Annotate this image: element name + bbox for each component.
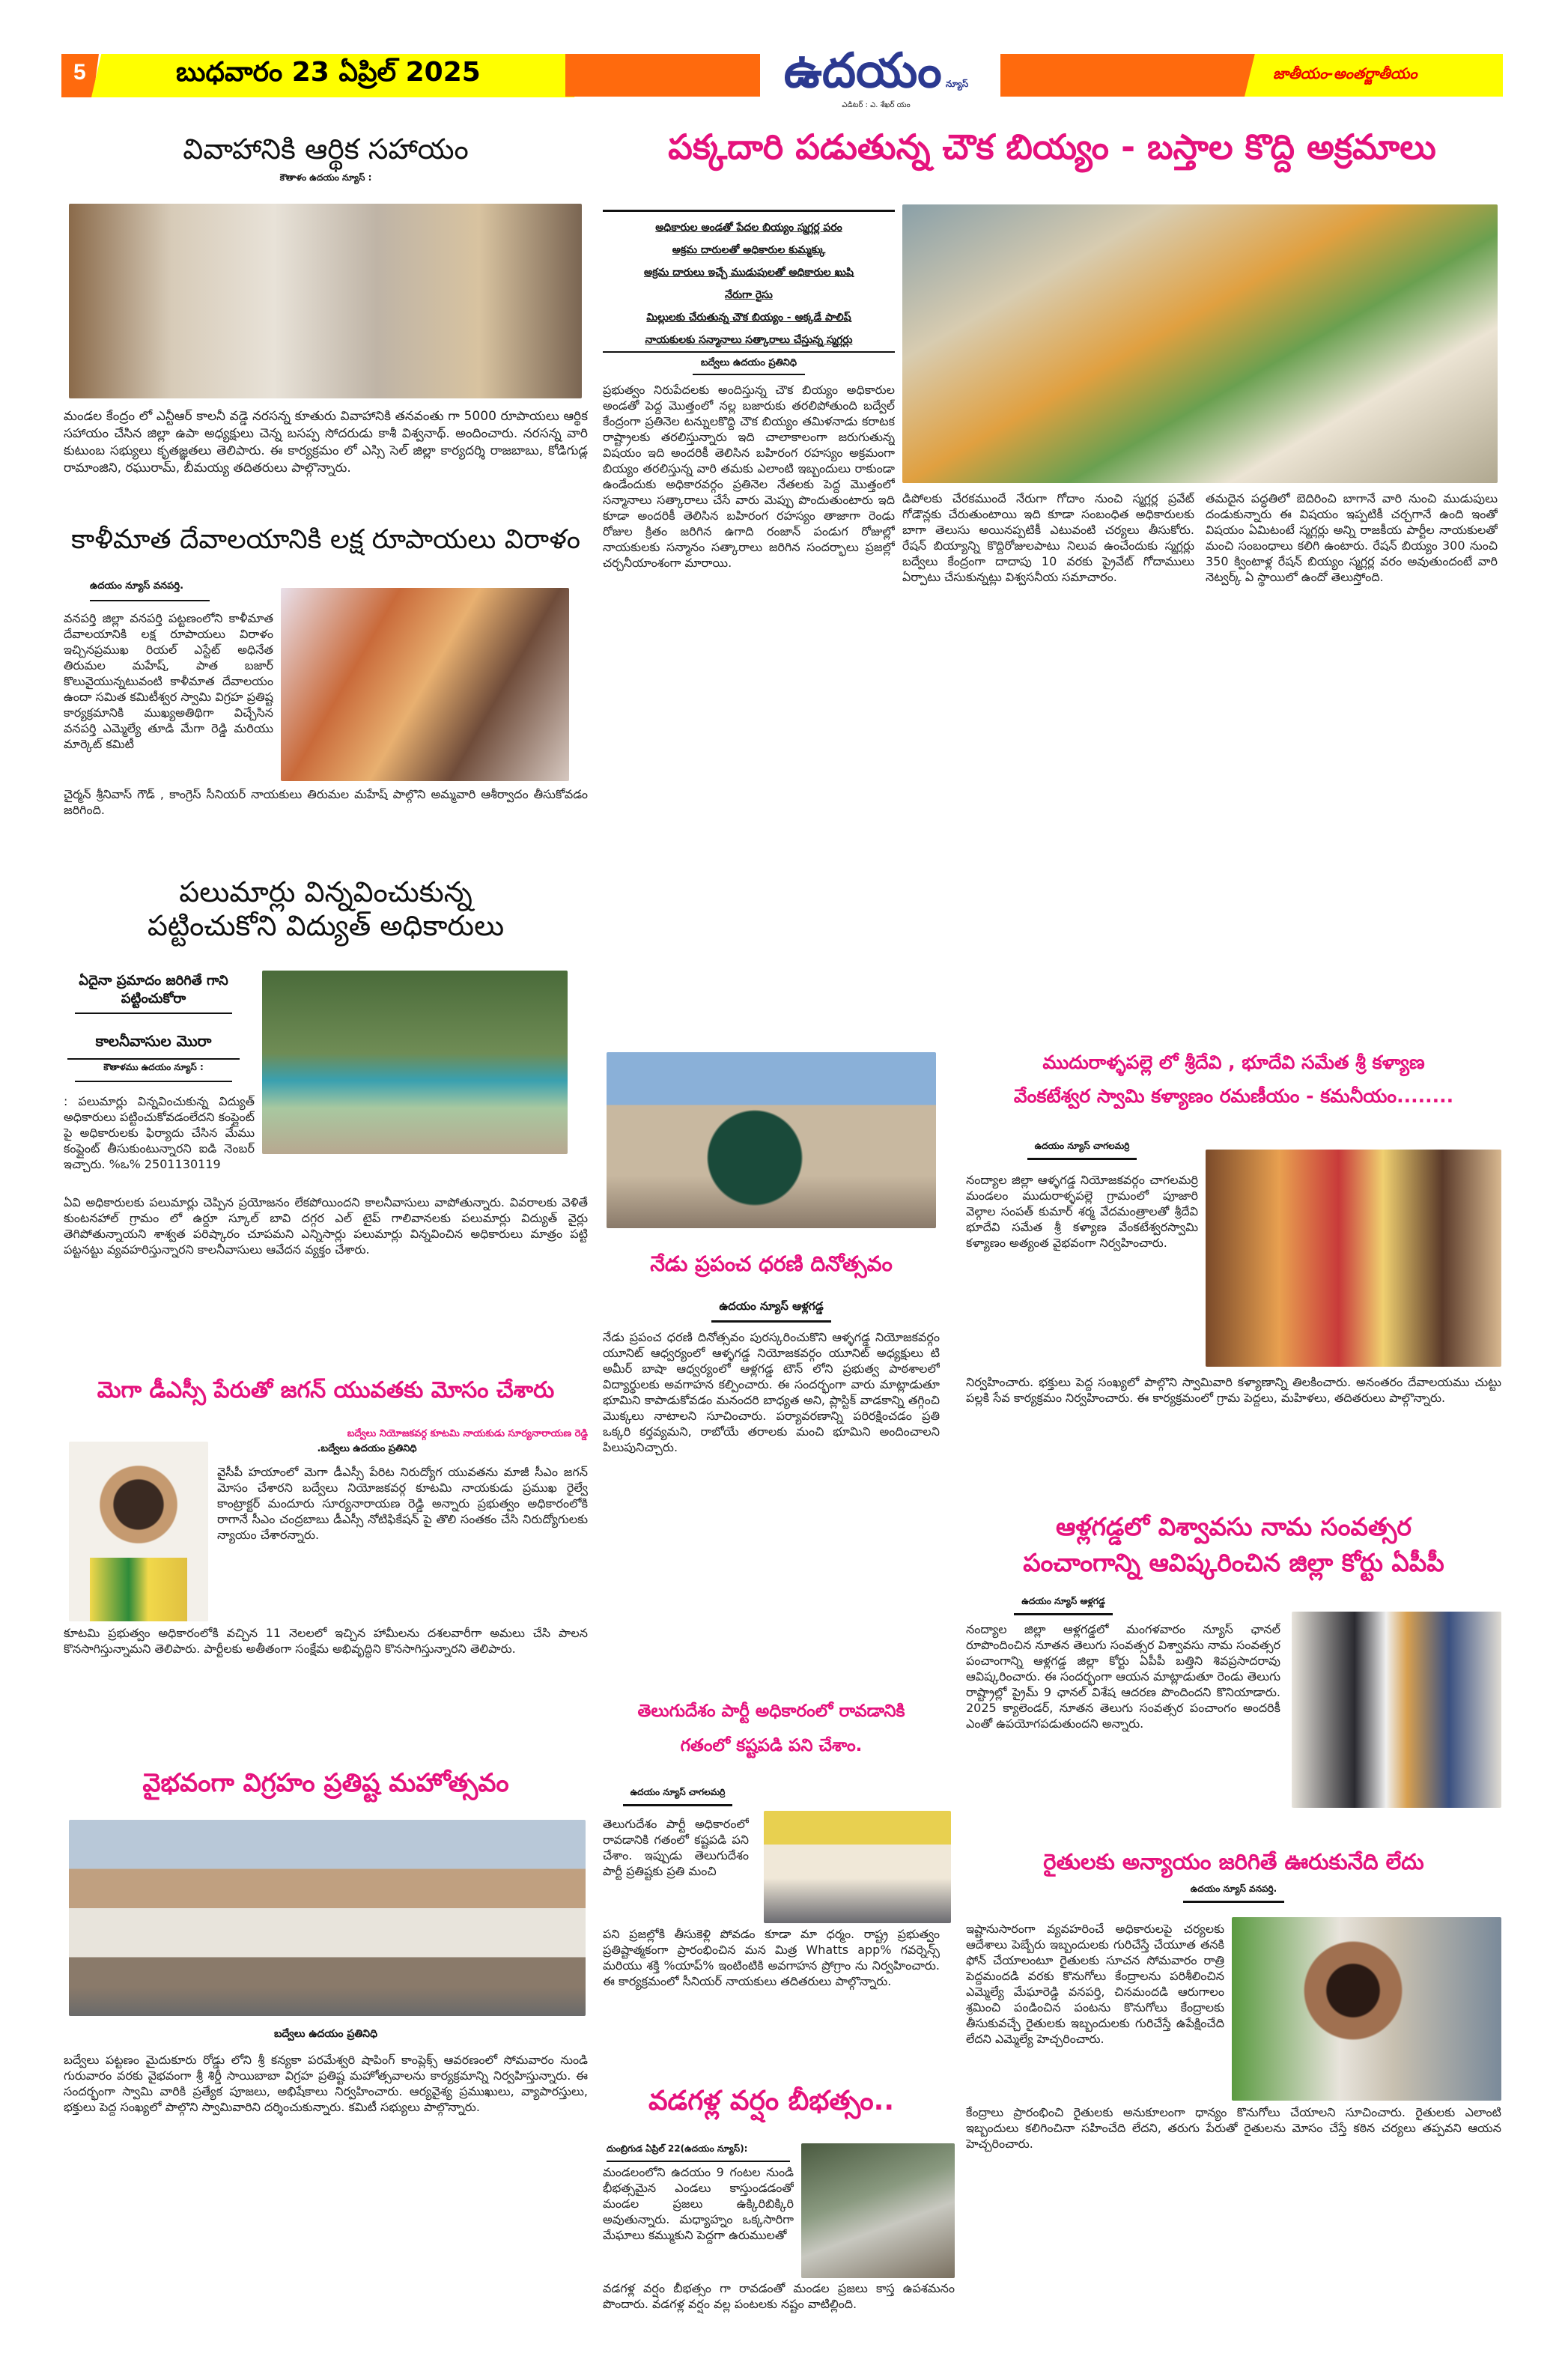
rice-byline: బద్వేలు ఉదయం ప్రతినిధి bbox=[693, 353, 805, 375]
body-vigraham: బద్వేలు పట్టణం మైదుకూరు రోడ్డు లోని శ్రీ కన్యకా పరమేశ్వరి షాపింగ్ కాంప్లెక్స్ ఆవరణంలో సోమవారం నుండి గురువారం వరకు వైభవంగా శ్రీ శిర్డీ సాయిబాబా విగ్రహ ప్రతిష్ట మహోత్సవాలను కార్యక్రమాన్ని నిర్వహిస్తున్నారు. ఈ సందర్భంగా స్వామి వారికి ప్రత్యేక పూజలు, అభిషేకాలు నిర్వహించారు. ఆర్యవైశ్య ప్రముఖులు, వ్యాపారస్తులు, భక్తులు పెద్ద సంఖ్యలో పాల్గొని స్వామివారిని దర్శించుకున్నారు. కమిటీ సభ్యులు పాల్గొన్నారు. bbox=[64, 2053, 588, 2114]
body-tdp-bottom: పని ప్రజల్లోకి తీసుకెళ్లి పోవడం కూడా మా ధర్మం. రాష్ట్ర ప్రభుత్వం ప్రతిష్టాత్మకంగా ప్రారంభించిన మన మిత్ర Whatts app% గవర్నెన్స్ మరియు శక్తి %యాప్% ఇంటింటికి అవగాహన ప్రోగ్రాం ను నిర్వహించారు. ఈ కార్యక్రమంలో సీనియర్ నాయకులు తదితరులు పాల్గొన్నారు. bbox=[603, 1927, 940, 1988]
body-rice-col1: ప్రభుత్వం నిరుపేదలకు అందిస్తున్న చౌక బియ్యం అధికారుల అండతో పెద్ద మొత్తంలో నల్ల బజారుకు తరలిపోతుంది బద్వేల్ కేంద్రంగా ప్రతినెల టన్నులకొద్ది చౌక బియ్యం తమిళనాడు కరాటక రాష్ట్రాలకు తరలిస్తున్నారు ఇది చాలాకాలంగా జరుగుతున్న విషయం ఇది అందరికీ తెలిసిన బహిరంగ రహస్యం అక్రమంగా బియ్యం తరలిస్తున్న వారి తమకు ఎలాంటి ఇబ్బందులు రాకుండా ఉండేందుకు అధికారవర్గం ప్రతినెల నేతలకు పెద్ద మొత్తంలో సన్మానాలు సత్కారాలు చేసే వారు మెప్పు పొందుతుంటారు ఇది కూడా అందరికీ తెలిసిన బహిరంగ రహస్యం తాజాగా రెండు రోజుల క్రితం జరిగిన ఉగాది రంజాన్ పండుగ రోజుల్లో నాయకులకు సన్మానం సత్కారాలు జరిగిన సందర్భాలు ప్రజల్లో చర్చనీయాంశంగా మారాయి. bbox=[603, 383, 895, 570]
photo-electricity-colony bbox=[262, 971, 568, 1154]
body-hailstorm-bottom: వడగళ్ల వర్షం బీభత్సం గా రావడంతో మండల ప్రజలు కాస్త ఉపశమనం పొందారు. వడగళ్ల వర్షం వల్ల పంటలకు నష్టం వాటిల్లింది. bbox=[603, 2281, 955, 2311]
rice-subhead: నాయకులకు సన్మానాలు సత్కారాలు చేస్తున్న స్మగ్లర్లు bbox=[603, 329, 895, 353]
section-label: జాతీయం-అంతర్జాతీయం bbox=[1273, 64, 1417, 82]
rice-subhead: నేరుగా రైసు bbox=[725, 289, 773, 301]
rice-subhead: అక్రమ దారులు ఇచ్చే ముడుపులతో అధికారుల ఖుషి bbox=[644, 267, 854, 279]
headline-marriage: వివాహానికి ఆర్థిక సహాయం bbox=[183, 133, 469, 166]
body-rice-col2: డిపోలకు చేరకముందే నేరుగా గోదాం నుంచి స్మగ్లర్ల ప్రవేట్ గోడౌన్లకు చేరుతుంటాయి ఇది కూడా సంబంధిత అధికారులకు బాగా తెలుసు అయినప్పటికీ ఎటువంటి చర్యలు తీసుకోరు. రేషన్ బియ్యాన్ని కొద్దిరోజులపాటు నిలువ ఉంచేందుకు స్మగ్లర్లు బద్వేలు కేంద్రంగా దాదాపు 10 వరకు ప్రైవేట్ గోదాములు ఏర్పాటు చేసుకున్నట్లు విశ్వసనీయ సమాచారం. bbox=[902, 491, 1194, 584]
header-orange-right bbox=[1000, 54, 1270, 97]
body-farmers-bottom: కేంద్రాలు ప్రారంభించి రైతులకు అనుకూలంగా ధాన్యం కొనుగోలు చేయాలని సూచించారు. రైతులకు ఎలాంటి ఇబ్బందులు కలిగించినా సహించేది లేదని, తరుగు పేరుతో రైతులను మోసం చేస్తే కఠిన చర్యలు తప్పవని ఆయన హెచ్చరించారు. bbox=[966, 2105, 1501, 2151]
byline-vigraham: బద్వేలు ఉదయం ప్రతినిధి bbox=[274, 2028, 377, 2040]
body-electricity-bottom: ఏవి అధికారులకు పలుమార్లు చెప్పిన ప్రయోజనం లేకపోయిందని కాలనీవాసులు వాపోతున్నారు. వివరాలకు వెళితే కుంటనహాల్ గ్రామం లో ఉర్దూ స్కూల్ బావి దగ్గర ఎల్ టైప్ గాలివానలకు పలుమార్లు విద్యుత్ వైర్లు తెగిపోతున్నాయని శాశ్వత పరిష్కారం చూపమని ఎన్నిసార్లు పలుమార్లు విన్నవించిన అధికారులు మాత్రం పట్టి పట్టనట్టు వ్యవహరిస్తున్నారని కాలనీవాసులు ఆవేదన వ్యక్తం చేశారు. bbox=[64, 1195, 588, 1257]
byline-earthday bbox=[603, 1299, 940, 1323]
logo-text: ఉదయం bbox=[783, 43, 942, 99]
body-kalimata-left: వనపర్తి జిల్లా వనపర్తి పట్టణంలోని కాళీమాత దేవాలయానికి లక్ష రూపాయలు విరాళం ఇచ్చినప్రముఖ రియల్ ఎస్టేట్ అధినేత తిరుమల మహేష్, పాత బజార్ కొలువైయున్నటువంటి కాళీమాత దేవాలయం ఉందా సమిత కమిటీశ్వర స్వామి విగ్రహ ప్రతిష్ట కార్యక్రమానికి ముఖ్యఅతిథిగా విచ్చేసిన వనపర్తి ఎమ్మెల్యే తూడి మేగా రెడ్డి మరియు మార్కెట్ కమిటీ bbox=[64, 611, 273, 751]
photo-megadsc-scarf bbox=[90, 1558, 187, 1621]
headline-electricity-1: పలుమార్లు విన్నవించుకున్న bbox=[179, 875, 472, 908]
masthead-logo bbox=[771, 42, 981, 117]
photo-earthday-students bbox=[607, 1052, 936, 1228]
photo-kalyanam-deities bbox=[1206, 1150, 1501, 1367]
headline-kalyanam-2: వేంకటేశ్వర స్వామి కళ్యాణం రమణీయం - కమనీయం........ bbox=[1013, 1085, 1454, 1107]
byline-farmers-text: ఉదయం న్యూస్ వనపర్తి. bbox=[1183, 1883, 1284, 1903]
photo-marriage-group bbox=[69, 204, 582, 398]
subhead-electricity-1: ఏదైనా ప్రమాదం జరిగితే గాని పట్టించుకోరా bbox=[75, 972, 232, 1014]
rice-subhead: మిల్లులకు చేరుతున్న చౌక బియ్యం - అక్కడే పాలిష్ bbox=[646, 312, 851, 324]
headline-farmers: రైతులకు అన్యాయం జరిగితే ఊరుకునేది లేదు bbox=[1043, 1849, 1424, 1874]
body-hailstorm-left: మండలంలోని ఉదయం 9 గంటల నుండి భీభత్సమైన ఎండలు కాస్తుండడంతో మండల ప్రజలు ఉక్కిరిబిక్కిరి అవుతున్నారు. మధ్యాహ్నం ఒక్కసారిగా మేఘాలు కమ్ముకుని పెద్దగా ఉరుములతో bbox=[603, 2165, 794, 2242]
rice-subhead: అక్రమ దారులతో అధికారుల కుమ్మక్కు bbox=[672, 244, 826, 256]
byline-tdp-text: ఉదయం న్యూస్ చాగలమర్రి bbox=[623, 1787, 733, 1806]
subhead-megadsc: బద్వేలు నియోజకవర్గ కూటమి నాయకుడు సూర్యనారాయణ రెడ్డి bbox=[347, 1428, 588, 1439]
headline-panchangam-2: పంచాంగాన్ని ఆవిష్కరించిన జిల్లా కోర్టు ఏపీపీ bbox=[1023, 1548, 1444, 1577]
headline-panchangam-1: ఆళ్లగడ్డలో విశ్వావసు నామ సంవత్సర bbox=[1056, 1512, 1411, 1541]
body-kalyanam-bottom: నిర్వహించారు. భక్తులు పెద్ద సంఖ్యలో పాల్గొని స్వామివారి కళ్యాణాన్ని తిలకించారు. అనంతరం దేవాలయము చుట్టు పల్లకి సేవ కార్యక్రమం నిర్వహించారు. ఈ కార్యక్రమంలో గ్రామ పెద్దలు, మహిళలు, తదితరులు పాల్గొన్నారు. bbox=[966, 1375, 1501, 1405]
headline-hailstorm: వడగళ్ల వర్షం బీభత్సం.. bbox=[648, 2086, 895, 2116]
photo-panchangam-release bbox=[1292, 1612, 1501, 1808]
body-rice-col3: తమదైన పద్ధతిలో బెదిరించి బాగానే వారి నుంచి ముడుపులు దండుకున్నారు ఈ విషయం ఇప్పటికీ చర్చగానే ఉంది ఇంతో విషయం ఏమిటంటే స్మగ్లర్లు అన్ని రాజకీయ పార్టీల నాయకులతో మంచి సంబంధాలు కలిగి ఉంటారు. రేషన్ బియ్యం 300 నుంచి 350 క్వింటాళ్ల రేషన్ బియ్యం స్మగ్లర్ల వరం అవుతుందంటే వారి నెట్వర్క్ ఏ స్థాయిలో ఉందో తెలుస్తోంది. bbox=[1206, 491, 1498, 584]
headline-tdp-2: గతంలో కష్టపడి పని చేశాం. bbox=[680, 1736, 863, 1755]
byline-kalyanam bbox=[966, 1138, 1198, 1160]
headline-megadsc: మెగా డీఎస్సీ పేరుతో జగన్ యువతకు మోసం చేశారు bbox=[97, 1377, 555, 1403]
headline-earthday: నేడు ప్రపంచ ధరణి దినోత్సవం bbox=[650, 1251, 893, 1276]
byline-kalimata bbox=[90, 580, 210, 601]
headline-rice: పక్కదారి పడుతున్న చౌక బియ్యం - బస్తాల కొద్ది అక్రమాలు bbox=[668, 127, 1436, 167]
headline-kalimata: కాళీమాత దేవాలయానికి లక్ష రూపాయలు విరాళం bbox=[71, 524, 580, 555]
byline-megadsc: .బద్వేలు ఉదయం ప్రతినిధి bbox=[317, 1443, 417, 1454]
issue-date: బుధవారం 23 ఏప్రిల్ 2025 bbox=[176, 57, 481, 88]
body-megadsc-bottom: కూటమి ప్రభుత్వం అధికారంలోకి వచ్చిన 11 నెలలలో ఇచ్చిన హామీలను దశలవారీగా అమలు చేసి పాలన కొనసాగిస్తున్నామని తెలిపారు. పార్టీలకు అతీతంగా సంక్షేమ అభివృద్ధిని కొనసాగిస్తున్నారని తెలిపారు. bbox=[64, 1626, 588, 1656]
body-earthday: నేడు ప్రపంచ ధరణి దినోత్సవం పురస్కరించుకొని ఆళ్ళగడ్డ నియోజకవర్గం యూనిట్ ఆధ్వర్యంలో ఆళ్ళగడ్డ నియోజకవర్గం యూనిట్ అధ్యక్షులు టి అమీర్ బాషా ఆధ్వర్యంలో ఆళ్లగడ్డ టౌన్ లోని ప్రభుత్వ పాఠశాలలో విద్యార్థులకు అవగాహన కల్పించారు. ఈ సందర్భంగా వారు మాట్లాడుతూ భూమిని కాపాడుకోవడం మనందరి బాధ్యత అని, ప్లాస్టిక్ వాడకాన్ని తగ్గించి మొక్కలు నాటాలని సూచించారు. పర్యావరణాన్ని పరిరక్షించడం ప్రతి ఒక్కరి కర్తవ్యమని, రాబోయే తరాలకు మంచి భూమిని అందించాలని పిలుపునిచ్చారు. bbox=[603, 1330, 940, 1454]
body-megadsc-right: వైసీపీ హయాంలో మెగా డీఎస్సీ పేరిట నిరుద్యోగ యువతను మాజీ సీఎం జగన్ మోసం చేశారని బద్వేలు నియోజకవర్గ కూటమి నాయకుడు ప్రముఖ రైల్వే కాంట్రాక్టర్ మందూరు సూర్యనారాయణ రెడ్డి అన్నారు ప్రభుత్వం అధికారంలోకి రాగానే సీఎం చంద్రబాబు డీఎస్సీ నోటిఫికేషన్ పై తొలి సంతకం చేసి నిరుద్యోగులకు న్యాయం చేశారన్నారు. bbox=[217, 1465, 588, 1542]
headline-tdp-1: తెలుగుదేశం పార్టీ అధికారంలో రావడానికి bbox=[637, 1701, 905, 1721]
byline-electricity: కౌతాళము ఉదయం న్యూస్ : bbox=[75, 1062, 232, 1082]
rice-subhead: అధికారుల అండతో పేదల బియ్యం స్మగ్లర్ల పరం bbox=[655, 222, 842, 234]
byline-marriage: కౌతాళం ఉదయం న్యూస్ : bbox=[279, 172, 372, 183]
header-orange-left bbox=[565, 54, 760, 97]
photo-hailstorm-rain bbox=[801, 2143, 955, 2278]
body-kalimata-bottom: చైర్మన్ శ్రీనివాస్ గౌడ్ , కాంగ్రెస్ సీనియర్ నాయకులు తిరుమల మహేష్ పాల్గొని అమ్మవారి ఆశీర్వాదం తీసుకోవడం జరిగింది. bbox=[64, 787, 588, 817]
photo-tdp-meeting bbox=[764, 1811, 951, 1923]
editor-line: ఎడిటర్ : ఎ. శేఖర్ యం bbox=[842, 101, 911, 109]
body-panchangam: నంద్యాల జిల్లా ఆళ్లగడ్డలో మంగళవారం న్యూస్ ఛానల్ రూపొందించిన నూతన తెలుగు సంవత్సర విశ్వావసు నామ సంవత్సర పంచాంగాన్ని ఆళ్లగడ్డ జిల్లా కోర్టు ఏపీపీ బత్తిని శివప్రసాదరావు ఆవిష్కరించారు. ఈ సందర్భంగా ఆయన మాట్లాడుతూ రెండు తెలుగు రాష్ట్రాల్లో ప్రైమ్ 9 ఛానల్ విశేష ఆదరణ పొందిందని కొనియాడారు. 2025 క్యాలెండర్, నూతన తెలుగు సంవత్సర పంచాంగం అందరికీ ఎంతో ఉపయోగపడుతుందని అన్నారు. bbox=[966, 1622, 1280, 1731]
body-tdp-left: తెలుగుదేశం పార్టీ అధికారంలో రావడానికి గతంలో కష్టపడి పని చేశాం. ఇప్పుడు తెలుగుదేశం పార్టీ ప్రతిష్టకు ప్రతి మంచి bbox=[603, 1817, 749, 1878]
logo-small: న్యూస్ bbox=[945, 79, 969, 89]
body-electricity-left: : పలుమార్లు విన్నవించుకున్న విద్యుత్ అధికారులు పట్టించుకోవడంలేదని కంప్లైంట్ పై అధికారులకు ఫిర్యాదు చేసిన మేము కంప్లైంట్ తీసుకుంటున్నారని ఐడి నెంబర్ ఇచ్చారు. %ఒ% 2501130119 bbox=[64, 1094, 255, 1171]
subhead-electricity-2: కాలనీవాసుల మొరా bbox=[67, 1032, 240, 1060]
byline-earthday-text: ఉదయం న్యూస్ ఆళ్లగడ్డ bbox=[711, 1299, 830, 1323]
body-kalyanam-left: నంద్యాల జిల్లా ఆళ్ళగడ్డ నియోజకవర్గం చాగలమర్రి మండలం ముదురాళ్ళపల్లె గ్రామంలో పూజారి వెల్గాల సంపత్ కుమార్ శర్మ వేదమంత్రాలతో శ్రీదేవి భూదేవి సమేత శ్రీ కళ్యాణ వేంకటేశ్వరస్వామి కళ్యాణం అత్యంత వైభవంగా నిర్వహించారు. bbox=[966, 1173, 1198, 1250]
byline-panchangam bbox=[966, 1594, 1161, 1615]
photo-farmers-mla bbox=[1232, 1917, 1501, 2101]
page-number: 5 bbox=[73, 60, 86, 85]
photo-rice-bags bbox=[902, 204, 1498, 483]
byline-hailstorm: దుంబ్రిగుడ ఏప్రిల్ 22(ఉదయం న్యూస్): bbox=[607, 2143, 790, 2162]
byline-panchangam-text: ఉదయం న్యూస్ ఆళ్లగడ్డ bbox=[1014, 1596, 1112, 1615]
photo-kalimata-temple bbox=[281, 588, 569, 781]
rice-subheads bbox=[603, 210, 895, 375]
byline-farmers bbox=[966, 1881, 1501, 1903]
body-farmers-left: ఇష్టానుసారంగా వ్యవహరించే అధికారులపై చర్యలకు ఆదేశాలు పెబ్బేరు ఇబ్బందులకు గురిచేస్తే చేయూత తనకి ఫోన్ చేయాలంటూ రైతులకు సూచన సోమవారం రాత్రి పెద్దమందడి వరకు కొనుగోలు కేంద్రాలను పరిశీలించిన ఎమ్మెల్యే మేఘారెడ్డి వనపర్తి, చినమందడి ఆరుగాలం శ్రమించి పండించిన పంటను కొనుగోలు కేంద్రాలకు తీసుకువచ్చే రైతులకు ఇబ్బందులకు గురిచేస్తే ఉపేక్షించేది లేదని ఎమ్మెల్యే హెచ్చరించారు. bbox=[966, 1922, 1224, 2046]
byline-kalimata-text: ఉదయం న్యూస్ వనపర్తి. bbox=[90, 580, 184, 592]
byline-kalyanam-text: ఉదయం న్యూస్ చాగలమర్రి bbox=[1027, 1141, 1137, 1160]
photo-vigraham-crowd bbox=[69, 1820, 586, 2016]
headline-electricity-2: పట్టించుకోని విద్యుత్ అధికారులు bbox=[147, 909, 505, 942]
byline-tdp bbox=[603, 1785, 753, 1806]
body-marriage: మండల కేంద్రం లో ఎన్టీఆర్ కాలనీ వడ్డె నరసన్న కూతురు వివాహానికి తనవంతు గా 5000 రూపాయలు ఆర్థిక సహాయం చేసిన జిల్లా ఉపా అధ్యక్షులు చెన్న బసప్ప సోదరుడు కాశీ విశ్వనాథ్. అందించారు. నరసన్న వారి కుటుంబ సభ్యులు కృతజ్ఞతలు తెలిపారు. ఈ కార్యక్రమం లో ఎస్సి సెల్ జిల్లా కార్యదర్శి రాజబాబు, కోడిగుడ్ల రామాంజిని, రఘురామ్, బీమయ్య తదితరులు పాల్గొన్నారు. bbox=[64, 409, 588, 476]
headline-vigraham: వైభవంగా విగ్రహం ప్రతిష్ట మహోత్సవం bbox=[142, 1768, 509, 1798]
headline-kalyanam-1: ముదురాళ్ళపల్లె లో శ్రీదేవి , భూదేవి సమేత శ్రీ కళ్యాణ bbox=[1042, 1051, 1425, 1073]
